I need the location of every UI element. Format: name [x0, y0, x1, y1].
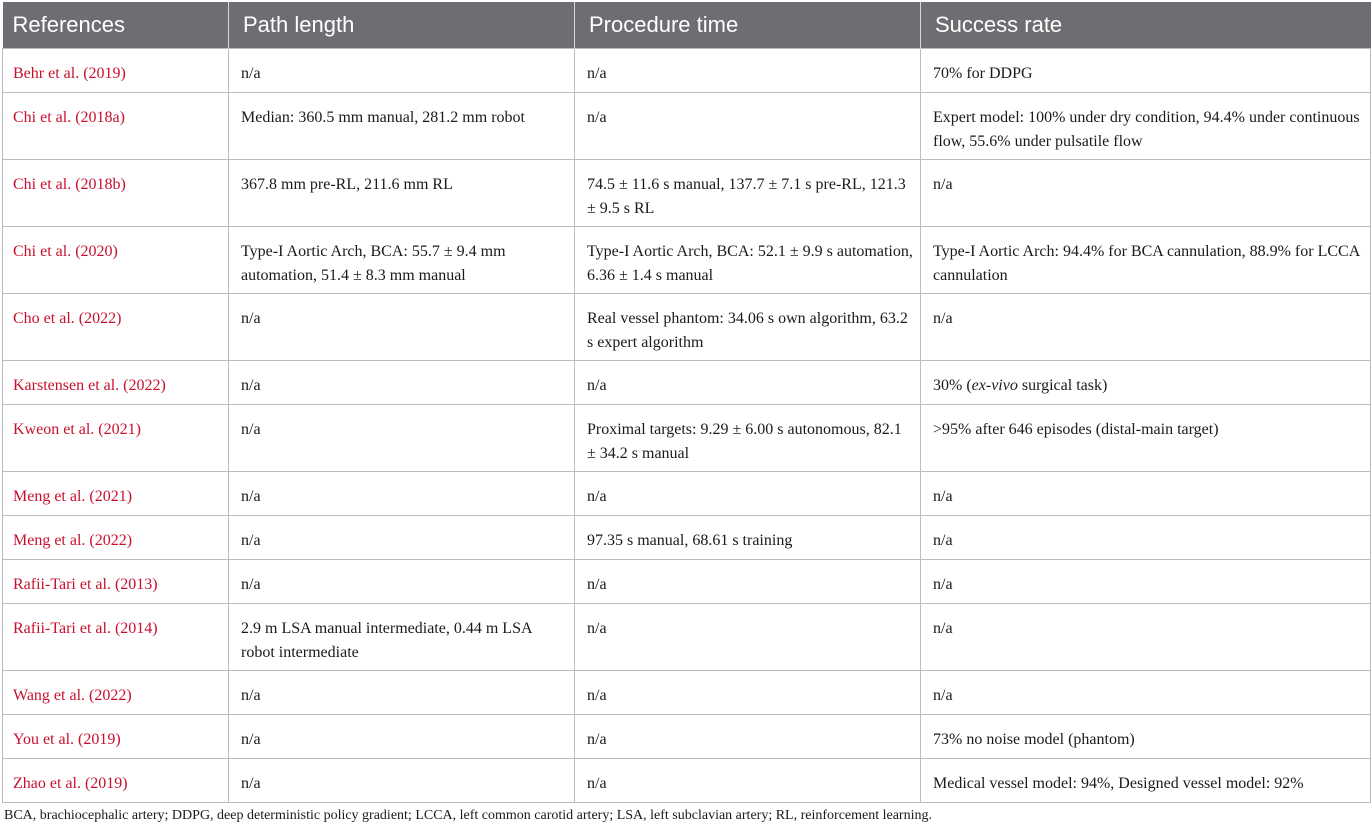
success-rate-cell — [921, 360, 1371, 404]
procedure-time-cell: n/a — [575, 48, 921, 92]
reference-year-link[interactable]: 2013 — [120, 575, 153, 593]
reference-year-link[interactable]: 2018b — [80, 175, 121, 193]
reference-cell[interactable] — [3, 92, 229, 159]
reference-year-link[interactable]: 2022 — [128, 376, 161, 394]
reference-cell[interactable] — [3, 226, 229, 293]
reference-cell[interactable] — [3, 515, 229, 559]
reference-year-link[interactable]: 2022 — [94, 686, 127, 704]
header-row — [3, 2, 1371, 48]
reference-close: ) — [152, 619, 158, 637]
success-rate-cell: >95% after 646 episodes (distal-main target) — [921, 404, 1371, 471]
reference-cell[interactable] — [3, 159, 229, 226]
table-row — [3, 48, 1371, 92]
success-rate-cell: Medical vessel model: 94%, Designed vessel model: 92% — [921, 758, 1371, 802]
procedure-time-cell: 74.5 ± 11.6 s manual, 137.7 ± 7.1 s pre-RL, 121.3 ± 9.5 s RL — [575, 159, 921, 226]
procedure-time-cell: n/a — [575, 360, 921, 404]
procedure-time-cell: n/a — [575, 471, 921, 515]
header-procedure-time: Procedure time — [575, 2, 921, 48]
table-row — [3, 471, 1371, 515]
reference-close: ) — [120, 64, 126, 82]
reference-author: You et al. ( — [13, 730, 84, 748]
success-rate-cell: 70% for DDPG — [921, 48, 1371, 92]
path-length-cell: Median: 360.5 mm manual, 281.2 mm robot — [229, 92, 575, 159]
path-length-cell: n/a — [229, 48, 575, 92]
table-row — [3, 603, 1371, 670]
success-rate-cell: n/a — [921, 471, 1371, 515]
reference-year-link[interactable]: 2020 — [80, 242, 113, 260]
reference-cell[interactable] — [3, 293, 229, 360]
table-row — [3, 92, 1371, 159]
reference-year-link[interactable]: 2019 — [83, 730, 116, 748]
reference-close: ) — [122, 774, 128, 792]
reference-author: Meng et al. ( — [13, 531, 95, 549]
table-row — [3, 714, 1371, 758]
table-row — [3, 559, 1371, 603]
procedure-time-cell: n/a — [575, 758, 921, 802]
procedure-time-cell: n/a — [575, 714, 921, 758]
procedure-time-cell: Proximal targets: 9.29 ± 6.00 s autonomous, 82.1 ± 34.2 s manual — [575, 404, 921, 471]
reference-close: ) — [126, 487, 133, 505]
path-length-cell: n/a — [229, 515, 575, 559]
reference-author: Chi et al. ( — [13, 108, 81, 126]
success-rate-cell: n/a — [921, 603, 1371, 670]
procedure-time-cell: n/a — [575, 559, 921, 603]
procedure-time-cell: n/a — [575, 603, 921, 670]
reference-author: Behr et al. ( — [13, 64, 89, 82]
reference-cell[interactable] — [3, 360, 229, 404]
path-length-cell: n/a — [229, 360, 575, 404]
header-references: References — [3, 2, 229, 48]
path-length-cell: 367.8 mm pre-RL, 211.6 mm RL — [229, 159, 575, 226]
reference-cell[interactable] — [3, 404, 229, 471]
table-body — [3, 48, 1371, 802]
procedure-time-cell: Real vessel phantom: 34.06 s own algorithm, 63.2 s expert algorithm — [575, 293, 921, 360]
success-rate-cell: n/a — [921, 559, 1371, 603]
path-length-cell: n/a — [229, 714, 575, 758]
reference-close: ) — [115, 730, 121, 748]
reference-year-link[interactable]: 2014 — [120, 619, 153, 637]
reference-close: ) — [160, 376, 166, 394]
table-row — [3, 670, 1371, 714]
reference-author: Wang et al. ( — [13, 686, 95, 704]
procedure-time-cell: n/a — [575, 670, 921, 714]
reference-author: Cho et al. ( — [13, 309, 85, 327]
reference-close: ) — [126, 531, 133, 549]
success-rate-cell: n/a — [921, 670, 1371, 714]
reference-year-link[interactable]: 2021 — [94, 487, 127, 505]
reference-close: ) — [116, 309, 122, 327]
path-length-cell: n/a — [229, 670, 575, 714]
reference-cell[interactable] — [3, 714, 229, 758]
reference-close: ) — [112, 242, 118, 260]
reference-close: ) — [135, 420, 141, 438]
success-text: 30% ( — [933, 376, 972, 394]
path-length-cell: 2.9 m LSA manual intermediate, 0.44 m LSA robot intermediate — [229, 603, 575, 670]
table-row — [3, 360, 1371, 404]
table-row — [3, 293, 1371, 360]
header-path-length: Path length — [229, 2, 575, 48]
reference-author: Chi et al. ( — [13, 242, 81, 260]
table-row — [3, 758, 1371, 802]
reference-cell[interactable] — [3, 758, 229, 802]
reference-close: ) — [120, 175, 126, 193]
procedure-time-cell: Type-I Aortic Arch, BCA: 52.1 ± 9.9 s automation, 6.36 ± 1.4 s manual — [575, 226, 921, 293]
reference-year-link[interactable]: 2022 — [84, 309, 117, 327]
table-footnote: BCA, brachiocephalic artery; DDPG, deep deterministic policy gradient; LCCA, left common carotid artery; LSA, left subclavian artery; RL, reinforcement learning. — [4, 808, 932, 823]
reference-close: ) — [119, 108, 125, 126]
success-rate-cell: n/a — [921, 159, 1371, 226]
table-header — [3, 2, 1371, 48]
success-rate-cell: Type-I Aortic Arch: 94.4% for BCA cannulation, 88.9% for LCCA cannulation — [921, 226, 1371, 293]
reference-author: Kweon et al. ( — [13, 420, 104, 438]
table-row — [3, 515, 1371, 559]
success-rate-cell: n/a — [921, 293, 1371, 360]
reference-cell[interactable] — [3, 559, 229, 603]
reference-author: Zhao et al. ( — [13, 774, 91, 792]
path-length-cell: n/a — [229, 758, 575, 802]
success-rate-cell: Expert model: 100% under dry condition, 94.4% under continuous flow, 55.6% under pulsatile flow — [921, 92, 1371, 159]
table-row — [3, 226, 1371, 293]
reference-cell[interactable] — [3, 670, 229, 714]
header-success-rate: Success rate — [921, 2, 1371, 48]
reference-close: ) — [152, 575, 158, 593]
reference-author: Meng et al. ( — [13, 487, 95, 505]
reference-author: Karstensen et al. ( — [13, 376, 129, 394]
path-length-cell: n/a — [229, 559, 575, 603]
reference-author: Rafii-Tari et al. ( — [13, 575, 121, 593]
reference-close: ) — [126, 686, 132, 704]
reference-cell[interactable] — [3, 471, 229, 515]
procedure-time-cell: 97.35 s manual, 68.61 s training — [575, 515, 921, 559]
path-length-cell: n/a — [229, 404, 575, 471]
reference-cell[interactable] — [3, 48, 229, 92]
reference-author: Rafii-Tari et al. ( — [13, 619, 121, 637]
reference-year-link[interactable]: 2019 — [90, 774, 123, 792]
reference-year-link[interactable]: 2019 — [88, 64, 121, 82]
reference-year-link[interactable]: 2022 — [94, 531, 127, 549]
procedure-time-cell: n/a — [575, 92, 921, 159]
comparison-table — [2, 2, 1371, 803]
success-rate-cell: n/a — [921, 515, 1371, 559]
success-italic-text: ex-vivo — [971, 376, 1018, 394]
path-length-cell: n/a — [229, 471, 575, 515]
reference-author: Chi et al. ( — [13, 175, 81, 193]
reference-year-link[interactable]: 2018a — [80, 108, 120, 126]
success-rate-cell: 73% no noise model (phantom) — [921, 714, 1371, 758]
reference-year-link[interactable]: 2021 — [103, 420, 136, 438]
path-length-cell: Type-I Aortic Arch, BCA: 55.7 ± 9.4 mm automation, 51.4 ± 8.3 mm manual — [229, 226, 575, 293]
table-row — [3, 159, 1371, 226]
path-length-cell: n/a — [229, 293, 575, 360]
table-row — [3, 404, 1371, 471]
success-text: surgical task) — [1017, 376, 1108, 394]
reference-cell[interactable] — [3, 603, 229, 670]
